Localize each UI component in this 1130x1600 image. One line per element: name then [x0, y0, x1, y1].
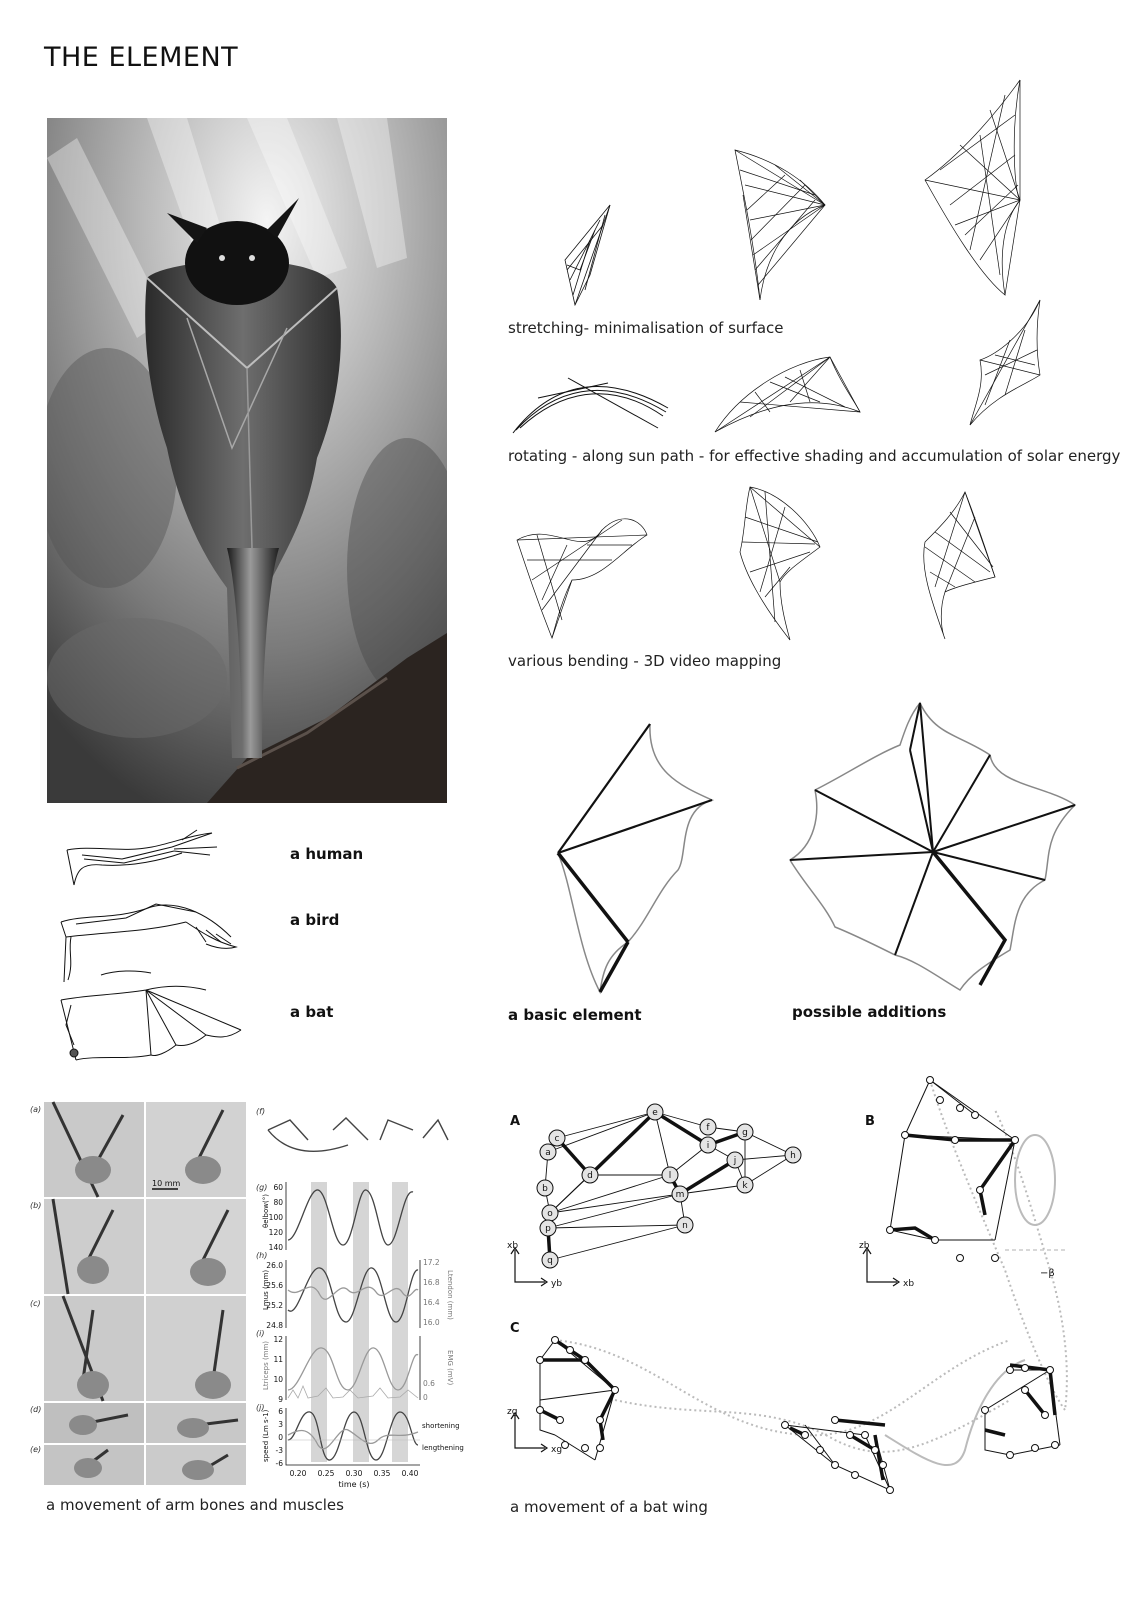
y-label-h: Lmus (mm)	[262, 1269, 270, 1310]
panel-label-d: (d)	[30, 1405, 42, 1414]
node-l: l	[668, 1171, 672, 1181]
lengthening-label: lengthening	[422, 1444, 464, 1452]
panel-C-pose-1	[537, 1337, 619, 1461]
stretching-mesh-3	[920, 75, 1035, 300]
svg-text:3: 3	[278, 1420, 283, 1429]
svg-text:140: 140	[268, 1243, 283, 1252]
caption-arm-movement: a movement of arm bones and muscles	[46, 1496, 344, 1514]
node-f: f	[706, 1123, 710, 1133]
caption-wing-movement: a movement of a bat wing	[510, 1498, 708, 1516]
caption-basic-element: a basic element	[508, 1006, 642, 1024]
node-a: a	[545, 1148, 551, 1158]
caption-bending: various bending - 3D video mapping	[508, 652, 782, 670]
svg-text:10: 10	[273, 1375, 283, 1384]
panel-B-axes	[863, 1248, 899, 1286]
svg-text:0.20: 0.20	[289, 1469, 307, 1478]
panel-A-axes	[511, 1248, 547, 1286]
panel-label-f: (f)	[256, 1107, 266, 1116]
svg-text:24.8: 24.8	[266, 1321, 283, 1330]
svg-text:6: 6	[278, 1407, 283, 1416]
svg-text:0.40: 0.40	[401, 1469, 419, 1478]
rotating-mesh-3	[965, 295, 1045, 430]
svg-text:9: 9	[278, 1395, 283, 1404]
panel-label-g: (g)	[256, 1183, 268, 1192]
panel-B-label: B	[865, 1114, 875, 1129]
y-label-j: speed (Lm s-1)	[262, 1409, 270, 1462]
caption-bird: a bird	[290, 911, 340, 929]
svg-text:80: 80	[273, 1198, 283, 1207]
svg-text:-6: -6	[275, 1459, 283, 1468]
axis-B-x: xb	[903, 1279, 915, 1289]
axis-C-y: zg	[507, 1407, 518, 1417]
node-j: j	[733, 1156, 737, 1166]
caption-stretching: stretching- minimalisation of surface	[508, 319, 784, 337]
panel-A-edges	[545, 1112, 793, 1260]
svg-text:100: 100	[268, 1213, 283, 1222]
svg-text:25.6: 25.6	[266, 1281, 283, 1290]
bending-mesh-2	[730, 482, 825, 642]
node-i: i	[706, 1141, 710, 1151]
node-p: p	[545, 1224, 551, 1234]
node-g: g	[742, 1128, 748, 1138]
svg-text:0.35: 0.35	[373, 1469, 391, 1478]
panel-label-c: (c)	[30, 1299, 41, 1308]
axis-A-y: xb	[507, 1241, 519, 1251]
panel-label-j: (j)	[256, 1403, 265, 1412]
svg-text:16.4: 16.4	[423, 1298, 440, 1307]
svg-text:16.0: 16.0	[423, 1318, 440, 1327]
node-h: h	[790, 1151, 796, 1161]
bat-photo-illustration	[47, 118, 447, 803]
y-label-g: θelbow(°)	[262, 1194, 270, 1228]
caption-additions: possible additions	[792, 1003, 947, 1021]
svg-text:0: 0	[423, 1393, 428, 1402]
panel-C-label: C	[510, 1321, 520, 1336]
scale-bar-label: 10 mm	[152, 1179, 181, 1188]
panel-A-nodes	[537, 1104, 801, 1268]
h-right-ticks	[423, 1258, 440, 1327]
basic-element-diagram	[548, 720, 718, 995]
rotating-mesh-2	[710, 352, 865, 437]
panel-label-h: (h)	[256, 1251, 268, 1260]
bending-mesh-1	[512, 500, 652, 640]
node-c: c	[554, 1134, 560, 1144]
panel-A-label: A	[510, 1114, 521, 1129]
node-b: b	[542, 1184, 548, 1194]
page-title: THE ELEMENT	[44, 42, 239, 73]
panel-label-e: (e)	[30, 1445, 42, 1454]
x-axis-label: time (s)	[338, 1480, 370, 1489]
panel-C-axes	[511, 1413, 547, 1452]
y-label-i: Ltriceps (mm)	[262, 1340, 270, 1390]
i-ticks	[273, 1335, 283, 1404]
y-label-i-right: EMG (mV)	[446, 1350, 454, 1386]
svg-text:12: 12	[273, 1335, 283, 1344]
g-ticks	[269, 1183, 284, 1252]
svg-text:120: 120	[268, 1228, 283, 1237]
node-e: e	[652, 1108, 658, 1118]
panel-label-i: (i)	[256, 1329, 265, 1338]
node-q: q	[547, 1256, 553, 1266]
svg-text:0.30: 0.30	[345, 1469, 363, 1478]
i-right-ticks	[423, 1379, 435, 1402]
panel-B-wing	[887, 1077, 1067, 1411]
svg-text:25.2: 25.2	[266, 1301, 283, 1310]
axis-B-y: zb	[859, 1241, 870, 1251]
beta-label: −β	[1040, 1268, 1055, 1279]
arm-movement-figure	[28, 1100, 478, 1495]
human-arm-sketch	[62, 825, 222, 890]
node-n: n	[682, 1221, 688, 1231]
caption-human: a human	[290, 845, 364, 863]
svg-text:16.8: 16.8	[423, 1278, 440, 1287]
panel-label-b: (b)	[30, 1201, 42, 1210]
axis-C-x: xg	[551, 1445, 563, 1455]
svg-text:-3: -3	[275, 1446, 283, 1455]
caption-bat: a bat	[290, 1003, 334, 1021]
svg-text:0.6: 0.6	[423, 1379, 435, 1388]
panel-C-pose-2	[782, 1417, 894, 1494]
wing-pose-sequence	[268, 1118, 448, 1151]
xray-photo-grid	[44, 1102, 246, 1485]
node-m: m	[675, 1190, 685, 1200]
panel-C-trajectory	[555, 1340, 1025, 1465]
bending-mesh-3	[915, 487, 1000, 642]
svg-text:0: 0	[278, 1433, 283, 1442]
svg-text:60: 60	[273, 1183, 283, 1192]
svg-text:17.2: 17.2	[423, 1258, 440, 1267]
panel-label-a: (a)	[30, 1105, 42, 1114]
x-ticks	[290, 1469, 419, 1478]
svg-text:0.25: 0.25	[317, 1469, 335, 1478]
rotating-mesh-1	[508, 368, 673, 438]
stretching-mesh-1	[555, 200, 625, 310]
j-ticks	[276, 1407, 284, 1468]
node-k: k	[742, 1181, 748, 1191]
axis-A-x: yb	[551, 1279, 563, 1289]
svg-text:11: 11	[273, 1355, 283, 1364]
svg-text:26.0: 26.0	[266, 1261, 283, 1270]
caption-rotating: rotating - along sun path - for effective shading and accumulation of solar energy	[508, 447, 1121, 465]
node-d: d	[587, 1171, 593, 1181]
node-o: o	[547, 1209, 553, 1219]
bat-wing-sketch	[56, 965, 246, 1065]
stretching-mesh-2	[725, 140, 835, 305]
wing-movement-figure	[505, 1070, 1085, 1495]
y-label-h-right: Ltendon (mm)	[446, 1270, 454, 1320]
possible-additions-diagram	[785, 695, 1080, 995]
shortening-label: shortening	[422, 1422, 460, 1430]
bat-photo	[47, 118, 447, 803]
